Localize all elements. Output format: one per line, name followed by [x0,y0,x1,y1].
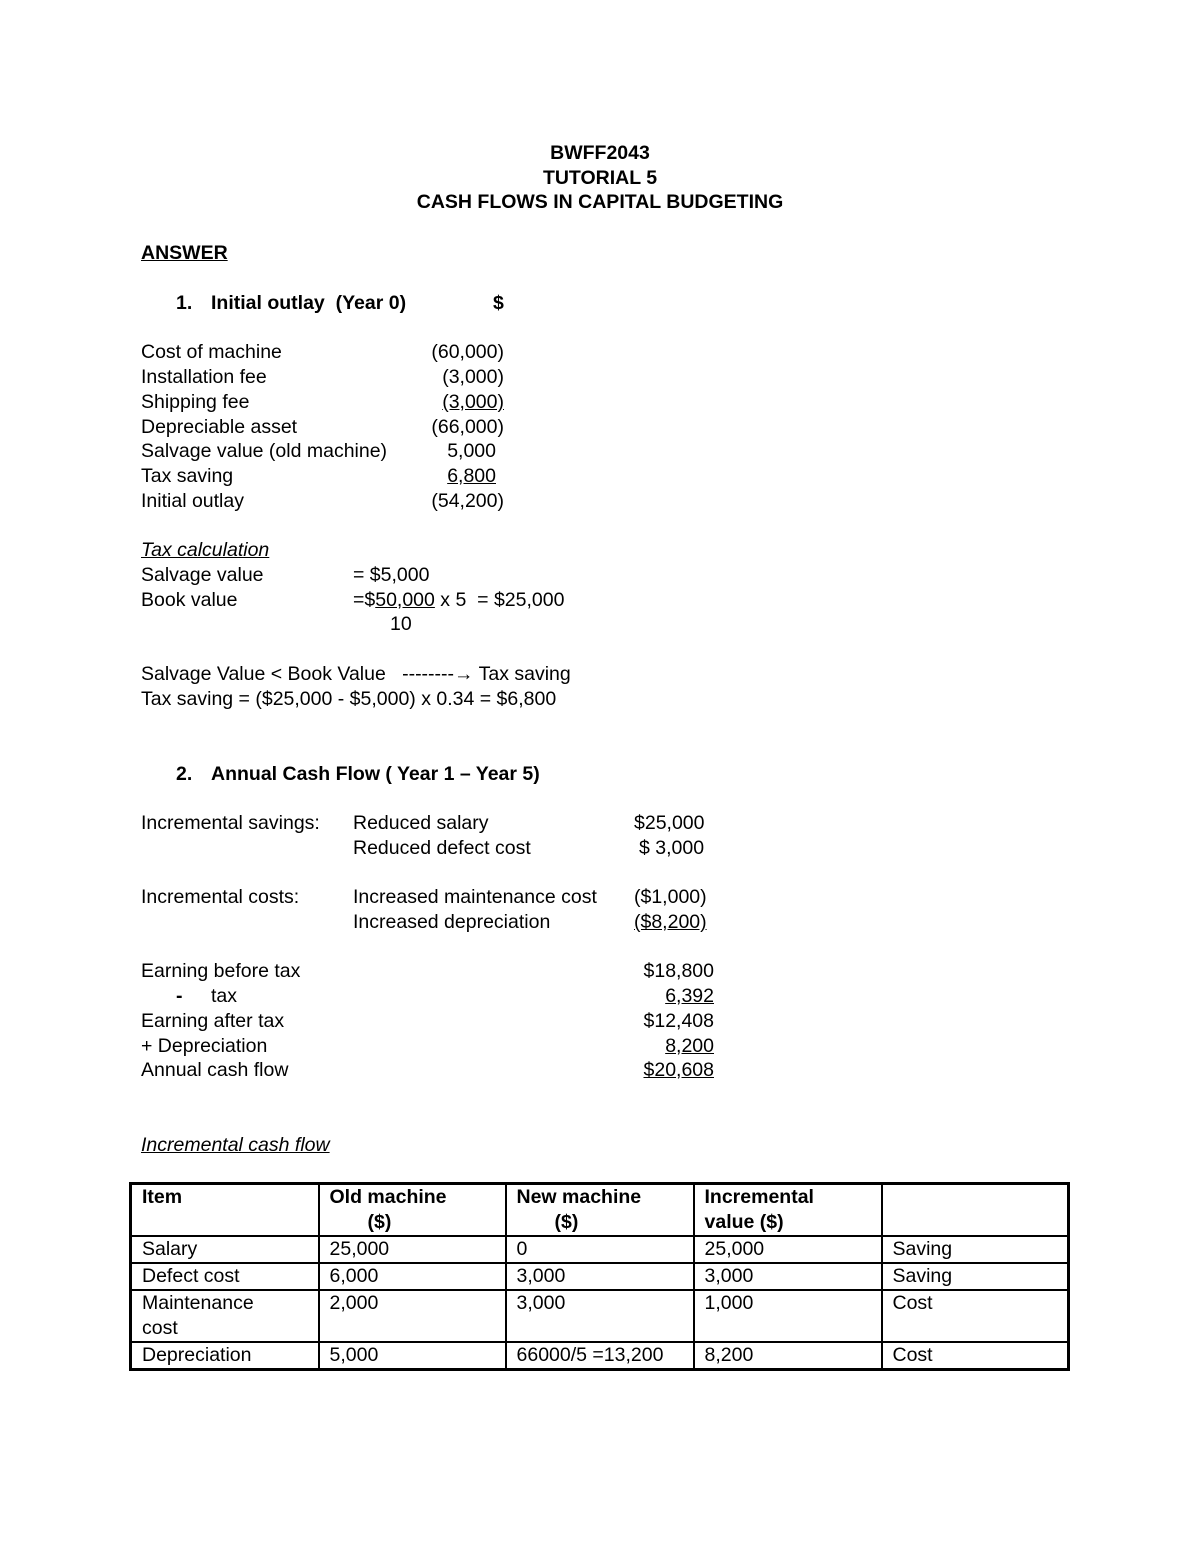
summary-label: Annual cash flow [141,1059,289,1081]
cell-type: Saving [882,1236,1069,1263]
costs-item: Increased depreciation [353,911,551,933]
cell-old: 2,000 [319,1290,506,1342]
costs-label: Incremental costs: [141,886,300,908]
summary-value: $12,408 [643,1010,714,1032]
outlay-row-label: Initial outlay [141,490,244,512]
summary-minus: - [176,985,183,1007]
outlay-row-value: (54,200) [431,490,504,512]
cell-new: 3,000 [506,1263,694,1290]
cell-inc: 1,000 [694,1290,882,1342]
tutorial-title: TUTORIAL 5 [542,167,658,189]
outlay-row-value: 6,800 [447,465,496,487]
section1-currency: $ [493,292,504,314]
costs-item: Increased maintenance cost [353,886,597,908]
compare-result: Tax saving [473,663,571,685]
cell-item: Depreciation [131,1342,319,1370]
header-inc-unit: value ($) [704,1211,784,1233]
outlay-row-label: Depreciable asset [141,416,298,438]
header-new-label: New machine [516,1186,642,1208]
outlay-row-label: Shipping fee [141,391,250,413]
header-old-label: Old machine [329,1186,447,1208]
outlay-row-label: Cost of machine [141,341,282,363]
salvage-label: Salvage value [141,564,264,586]
cell-new: 66000/5 =13,200 [506,1342,694,1370]
header-old-machine [319,1184,506,1237]
book-denominator: 10 [390,613,412,635]
outlay-row-label: Installation fee [141,366,267,388]
header-new-unit: ($) [554,1211,579,1233]
savings-item: Reduced salary [353,812,489,834]
table-row [131,1263,1069,1290]
summary-label: Earning before tax [141,960,301,982]
book-prefix: =$ [353,589,376,611]
cell-new: 0 [506,1236,694,1263]
summary-value: 6,392 [665,985,714,1007]
summary-value: $18,800 [643,960,714,982]
incremental-heading: Incremental cash flow [141,1134,330,1156]
arrow-right-icon: → [454,663,474,685]
section1-title: Initial outlay (Year 0) [211,292,407,314]
section2-title: Annual Cash Flow ( Year 1 – Year 5) [211,763,540,785]
header-new-machine [506,1184,694,1237]
cell-type: Cost [882,1342,1069,1370]
costs-value: ($8,200) [634,911,707,933]
header-incremental [694,1184,882,1237]
answer-label: ANSWER [141,242,228,264]
tax-saving-formula: Tax saving = ($25,000 - $5,000) x 0.34 = $6,800 [141,688,557,710]
table-row [131,1290,1069,1342]
outlay-row-value: (3,000) [442,391,504,413]
header-item [131,1184,319,1237]
outlay-row-label: Salvage value (old machine) [141,440,388,462]
outlay-row-value: (3,000) [442,366,504,388]
table-row [131,1342,1069,1370]
cell-old: 25,000 [319,1236,506,1263]
section2-number: 2. [176,763,193,785]
salvage-value: = $5,000 [353,564,430,586]
summary-label: tax [211,985,238,1007]
cell-item: Defect cost [131,1263,319,1290]
incremental-cash-flow-table [129,1182,1070,1371]
compare-line [141,662,571,686]
summary-label: + Depreciation [141,1035,268,1057]
savings-label: Incremental savings: [141,812,320,834]
cell-old: 5,000 [319,1342,506,1370]
outlay-row-value: (66,000) [431,416,504,438]
section1-number: 1. [176,292,193,314]
outlay-row-value: 5,000 [447,440,496,462]
outlay-row-label: Tax saving [141,465,234,487]
course-code: BWFF2043 [550,142,650,164]
table-row [131,1236,1069,1263]
summary-value: 8,200 [665,1035,714,1057]
savings-item: Reduced defect cost [353,837,531,859]
book-numerator: 50,000 [375,589,435,611]
summary-label: Earning after tax [141,1010,285,1032]
cell-inc: 25,000 [694,1236,882,1263]
cell-old: 6,000 [319,1263,506,1290]
book-value-formula [353,588,564,612]
savings-value: $ 3,000 [639,837,705,859]
compare-text: Salvage Value < Book Value -------- [141,663,455,685]
header-inc-label: Incremental [704,1186,814,1208]
table-header-row [131,1184,1069,1237]
cell-new: 3,000 [506,1290,694,1342]
cell-item: Salary [131,1236,319,1263]
tax-calc-heading: Tax calculation [141,539,270,561]
cell-item: Maintenance cost [131,1290,319,1342]
book-multiplier: x 5 = $25,000 [434,589,565,611]
outlay-row-value: (60,000) [431,341,504,363]
header-type [882,1184,1069,1237]
cell-type: Cost [882,1290,1069,1342]
cell-inc: 8,200 [694,1342,882,1370]
cell-type: Saving [882,1263,1069,1290]
summary-value: $20,608 [643,1059,714,1081]
header-old-unit: ($) [367,1211,392,1233]
header-item-label: Item [142,1186,183,1208]
savings-value: $25,000 [634,812,705,834]
costs-value: ($1,000) [634,886,707,908]
cell-inc: 3,000 [694,1263,882,1290]
book-label: Book value [141,589,238,611]
topic-title: CASH FLOWS IN CAPITAL BUDGETING [416,191,784,213]
